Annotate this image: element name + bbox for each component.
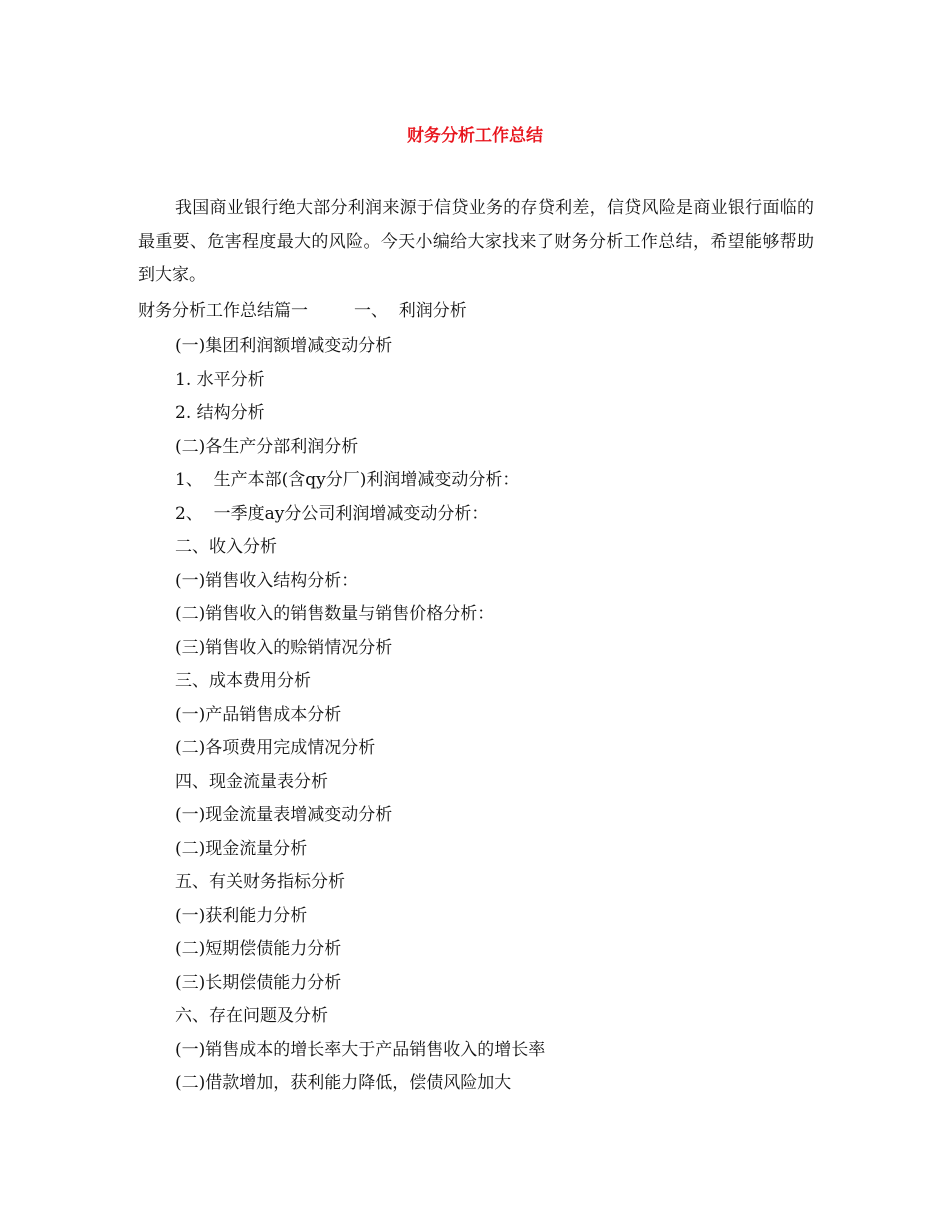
list-item: 六、存在问题及分析 [175,1006,328,1026]
intro-paragraph: 我国商业银行绝大部分利润来源于信贷业务的存贷利差，信贷风险是商业银行面临的最重要、危害程度最大的风险。今天小编给大家找来了财务分析工作总结，希望能够帮助到大家。 [138,198,814,285]
list-item: 二、收入分析 [175,537,277,557]
list-item: (一)产品销售成本分析 [175,704,342,725]
section-heading: 财务分析工作总结篇一 [138,301,308,321]
list-item: (二)销售收入的销售数量与销售价格分析： [175,604,495,624]
list-item: (一)销售收入结构分析： [175,570,359,591]
section-heading-line [138,297,467,325]
list-item: (二)现金流量分析 [175,838,308,859]
section-first-item: 一、 利润分析 [354,301,467,321]
list-item: (二)各项费用完成情况分析 [175,738,376,758]
list-item: 四、现金流量表分析 [175,771,328,792]
list-item: (二)各生产分部利润分析 [175,436,359,457]
list-item: 1、 生产本部(含qy分厂)利润增减变动分析： [175,470,520,490]
list-item: (一)销售成本的增长率大于产品销售收入的增长率 [175,1039,546,1060]
list-item: 2、 一季度ay分公司利润增减变动分析： [175,503,489,524]
list-item: 五、有关财务指标分析 [175,872,345,892]
list-item: (一)集团利润额增减变动分析 [175,336,393,356]
list-item: 1. 水平分析 [175,369,265,390]
list-item: (三)长期偿债能力分析 [175,972,342,993]
document-title: 财务分析工作总结 [407,126,543,146]
list-item: (二)借款增加，获利能力降低，偿债风险加大 [175,1073,512,1093]
list-item: (一)现金流量表增减变动分析 [175,805,393,825]
list-item: (三)销售收入的赊销情况分析 [175,637,393,658]
list-item: (一)获利能力分析 [175,905,308,926]
list-item: 三、成本费用分析 [175,671,311,691]
list-item: 2. 结构分析 [175,403,265,423]
list-item: (二)短期偿债能力分析 [175,939,342,959]
outline-list [175,330,545,1101]
